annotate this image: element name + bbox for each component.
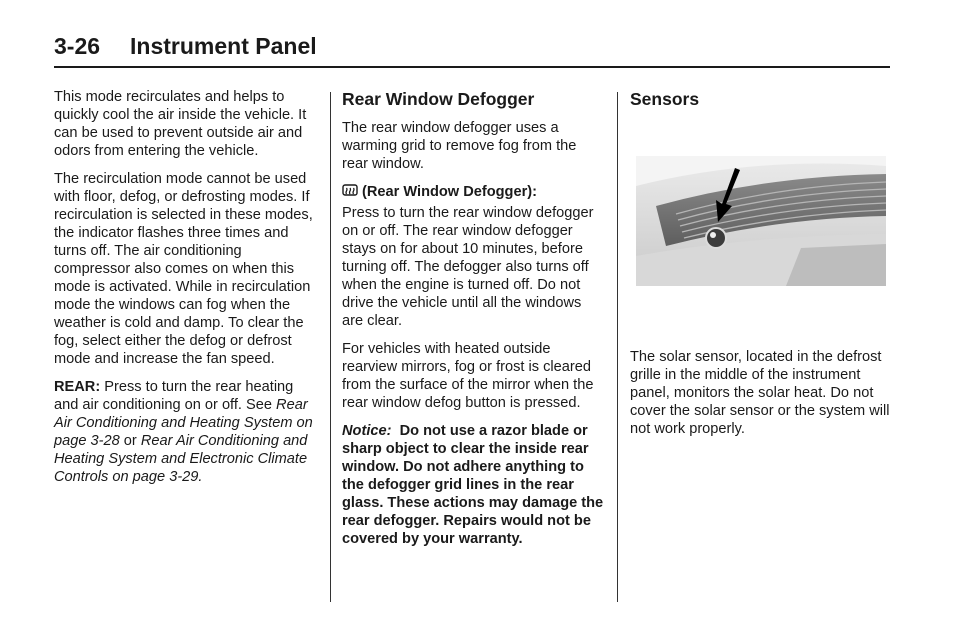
notice-text: Do not use a razor blade or sharp object to clear the inside rear window. Do not adhere anything to the defogger grid lines in the rear glass. These actions may damage the rear defogger. Repairs would not be covered by your warranty. (342, 423, 604, 547)
recirculation-paragraph: This mode recirculates and helps to quickly cool the air inside the vehicle. It can be used to prevent outside air and odors from entering the vehicle. (54, 89, 307, 159)
column-3 (630, 88, 892, 448)
page-number: 3-26 (54, 33, 101, 59)
page-header (54, 30, 890, 70)
rear-paragraph (54, 378, 320, 486)
notice-label: Notice: (342, 423, 392, 439)
solar-sensor-illustration (636, 156, 886, 286)
column-divider-1 (330, 92, 331, 602)
column-divider-2 (617, 92, 618, 602)
reference-link-2[interactable]: Rear Air Conditioning and Heating System and Electronic Climate Controls on page 3-29 (54, 433, 308, 485)
reference-period: . (198, 469, 203, 485)
defogger-button-paragraph (342, 183, 606, 330)
or-text: or (123, 433, 137, 449)
rear-text: Press to turn the rear heating and air conditioning on or off. See (54, 379, 294, 413)
column-1 (54, 88, 320, 496)
rear-window-defogger-heading: Rear Window Defogger (342, 89, 535, 109)
defogger-button-label: (Rear Window Defogger): (362, 184, 537, 200)
header-rule (54, 66, 890, 68)
notice-paragraph (342, 422, 606, 548)
heated-mirrors-paragraph: For vehicles with heated outside rearview mirrors, fog or frost is cleared from the surface of the mirror when the rear window defog button is pressed. (342, 341, 594, 411)
column-2 (342, 88, 606, 558)
solar-sensor-paragraph: The solar sensor, located in the defrost grille in the middle of the instrument panel, monitors the solar heat. Do not cover the solar sensor or the system will not work properly. (630, 349, 890, 437)
recirculation-limits-paragraph: The recirculation mode cannot be used with floor, defog, or defrosting modes. If recirculation is selected in these modes, the indicator flashes three times and turns off. The air conditioning compressor also comes on when this mode is activated. While in recirculation mode the windows can fog when the weather is cold and damp. To clear the fog, select either the defog or defrost mode and increase the fan speed. (54, 171, 313, 367)
defogger-button-text: Press to turn the rear window defogger on or off. The rear window defogger stays on for about 10 minutes, before turning off. The defogger also turns off when the engine is turned off. Do not drive the vehicle until all the windows are clear. (342, 205, 594, 329)
page-heading (54, 30, 890, 62)
rear-window-defogger-icon (342, 184, 358, 204)
rear-label: REAR: (54, 379, 101, 395)
sensors-heading: Sensors (630, 89, 700, 109)
reference-link-1[interactable]: Rear Air Conditioning and Heating System on page 3-28 (54, 397, 313, 449)
section-title: Instrument Panel (130, 33, 317, 59)
defogger-intro: The rear window defogger uses a warming grid to remove fog from the rear window. (342, 120, 577, 172)
